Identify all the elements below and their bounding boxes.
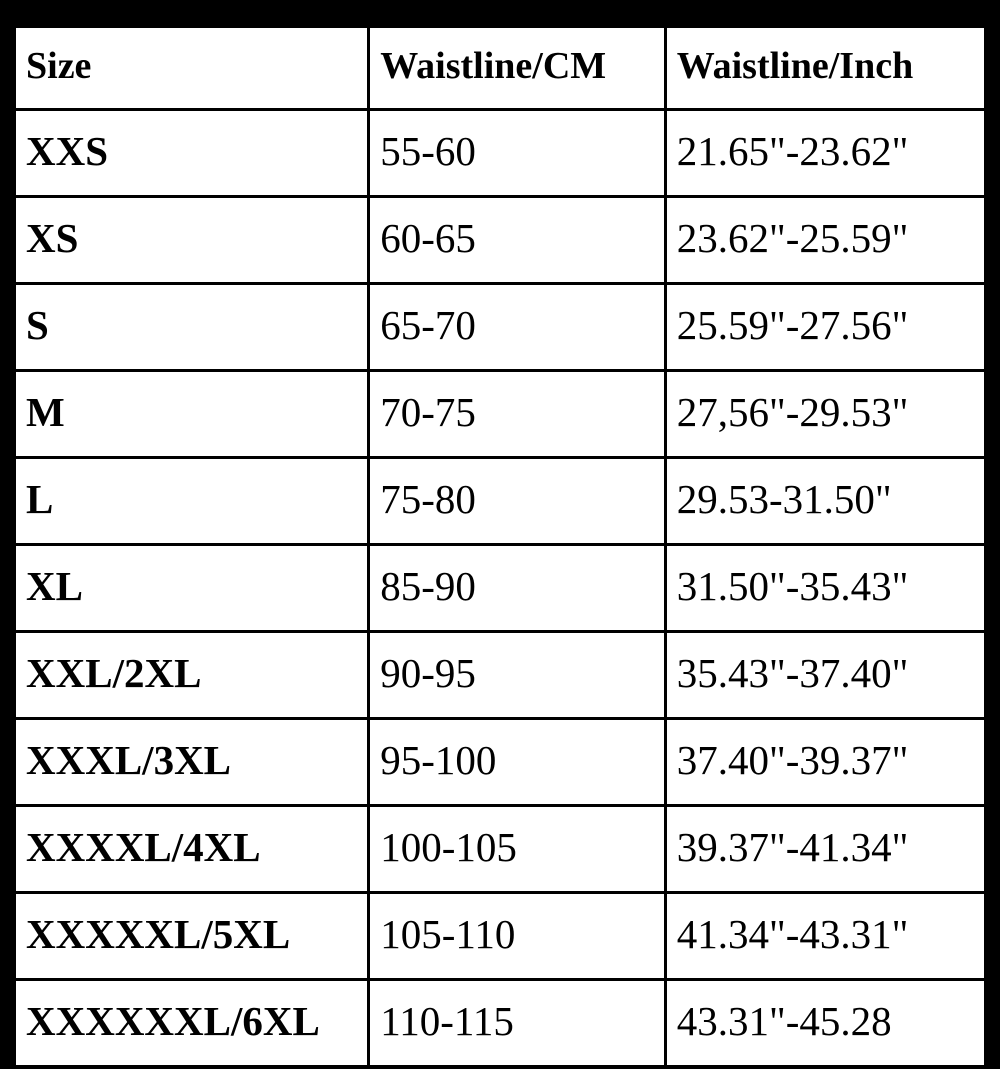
cell-size: XL: [14, 545, 369, 632]
cell-waistline-cm: 100-105: [369, 806, 665, 893]
column-header-size: Size: [14, 26, 369, 110]
table-row: [14, 197, 986, 284]
table-header: [14, 26, 986, 110]
cell-waistline-inch: 39.37"-41.34": [665, 806, 986, 893]
table-row: [14, 458, 986, 545]
cell-size: XS: [14, 197, 369, 284]
cell-waistline-inch: 37.40"-39.37": [665, 719, 986, 806]
cell-waistline-inch: 21.65"-23.62": [665, 110, 986, 197]
column-header-waistline-cm: Waistline/CM: [369, 26, 665, 110]
column-header-waistline-inch: Waistline/Inch: [665, 26, 986, 110]
cell-waistline-inch: 35.43"-37.40": [665, 632, 986, 719]
cell-waistline-inch: 25.59"-27.56": [665, 284, 986, 371]
table-body: [14, 110, 986, 1068]
cell-waistline-cm: 110-115: [369, 980, 665, 1068]
cell-waistline-cm: 95-100: [369, 719, 665, 806]
table-row: [14, 806, 986, 893]
cell-waistline-cm: 65-70: [369, 284, 665, 371]
cell-waistline-inch: 41.34"-43.31": [665, 893, 986, 980]
size-chart-table: [12, 24, 988, 1069]
cell-waistline-inch: 29.53-31.50": [665, 458, 986, 545]
cell-size: XXXXL/4XL: [14, 806, 369, 893]
table-row: [14, 545, 986, 632]
cell-waistline-cm: 105-110: [369, 893, 665, 980]
cell-size: XXXL/3XL: [14, 719, 369, 806]
cell-waistline-inch: 27,56"-29.53": [665, 371, 986, 458]
size-chart-sheet: [12, 24, 988, 1044]
cell-waistline-cm: 75-80: [369, 458, 665, 545]
cell-size: S: [14, 284, 369, 371]
table-row: [14, 110, 986, 197]
table-row: [14, 719, 986, 806]
table-row: [14, 284, 986, 371]
cell-size: XXS: [14, 110, 369, 197]
table-row: [14, 371, 986, 458]
cell-size: XXL/2XL: [14, 632, 369, 719]
table-header-row: [14, 26, 986, 110]
cell-waistline-cm: 85-90: [369, 545, 665, 632]
table-row: [14, 632, 986, 719]
cell-waistline-cm: 60-65: [369, 197, 665, 284]
cell-waistline-cm: 55-60: [369, 110, 665, 197]
cell-size: XXXXXXL/6XL: [14, 980, 369, 1068]
cell-waistline-inch: 23.62"-25.59": [665, 197, 986, 284]
table-row: [14, 893, 986, 980]
cell-waistline-inch: 31.50"-35.43": [665, 545, 986, 632]
cell-waistline-inch: 43.31"-45.28: [665, 980, 986, 1068]
table-row: [14, 980, 986, 1068]
cell-waistline-cm: 90-95: [369, 632, 665, 719]
cell-size: L: [14, 458, 369, 545]
cell-size: M: [14, 371, 369, 458]
cell-size: XXXXXL/5XL: [14, 893, 369, 980]
cell-waistline-cm: 70-75: [369, 371, 665, 458]
